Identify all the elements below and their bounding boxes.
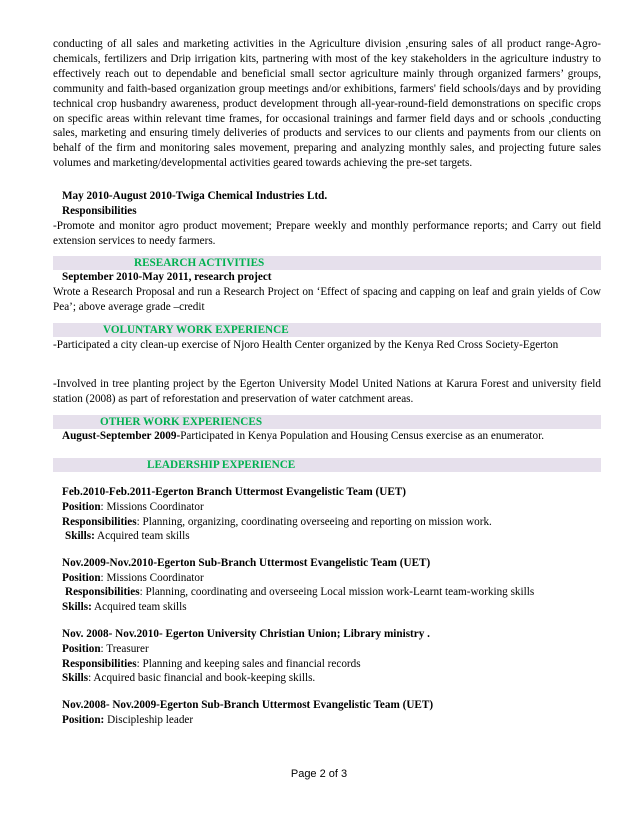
leadership-responsibilities: Responsibilities: Planning, coordinating and overseeing Local mission work-Learnt team-working skills xyxy=(65,586,535,598)
leadership-entry-title: Feb.2010-Feb.2011-Egerton Branch Uttermost Evangelistic Team (UET) xyxy=(62,486,406,498)
other-work-date: August-September 2009- xyxy=(62,430,181,442)
leadership-position: Position: Missions Coordinator xyxy=(62,501,204,513)
other-work-heading: OTHER WORK EXPERIENCES xyxy=(100,416,263,428)
leadership-entry-title: Nov.2009-Nov.2010-Egerton Sub-Branch Uttermost Evangelistic Team (UET) xyxy=(62,557,431,569)
research-heading: RESEARCH ACTIVITIES xyxy=(134,257,265,269)
twiga-title: May 2010-August 2010-Twiga Chemical Industries Ltd. xyxy=(62,190,328,202)
leadership-skills: Skills: Acquired team skills xyxy=(65,530,190,542)
voluntary-item-1: -Participated a city clean-up exercise of Njoro Health Center organized by the Kenya Red Cross Society-Egerton xyxy=(53,339,559,351)
leadership-entry-title: Nov. 2008- Nov.2010- Egerton University Christian Union; Library ministry . xyxy=(62,628,430,640)
twiga-text: -Promote and monitor agro product movement; Prepare weekly and monthly performance reports; and Carry out field extension services to needy farmers. xyxy=(53,220,601,247)
leadership-position: Position: Missions Coordinator xyxy=(62,572,204,584)
leadership-position: Position: Treasurer xyxy=(62,643,149,655)
intro-paragraph: conducting of all sales and marketing activities in the Agriculture division ,ensuring sales of all product range-Agro-chemicals, fertilizers and Drip irrigation kits, partnering with most of the key stakeholders in the agriculture industry to effectively reach out to dependable and beneficial small sector agriculture mainly through organized farmers’ groups, community and faith-based organization group meetings and/or exhibitions, farmers' field schools/days and by providing technical crop husbandry awareness, product development through all-year-round-field demonstrations on specific crops on specific areas within relevant time frames, for occasional trainings and farmer field days and or schools ,conducting sales, marketing and ensuring timely deliveries of products and services to our clients and payments from our clients on behalf of the firm and monitoring sales movement, preparing and analyzing monthly sales, and projecting future sales volumes and marketing/developmental activities geared towards achieving the pre-set targets. xyxy=(53,38,601,170)
leadership-entry-title: Nov.2008- Nov.2009-Egerton Sub-Branch Uttermost Evangelistic Team (UET) xyxy=(62,699,434,711)
other-work-description: Participated in Kenya Population and Housing Census exercise as an enumerator. xyxy=(180,430,545,442)
twiga-resp-label: Responsibilities xyxy=(62,205,137,217)
research-text: Wrote a Research Proposal and run a Research Project on ‘Effect of spacing and capping on leaf and grain yields of Cow Pea’; above average grade –credit xyxy=(53,286,601,313)
leadership-responsibilities: Responsibilities: Planning, organizing, coordinating overseeing and reporting on mission work. xyxy=(62,516,492,528)
leadership-position: Position: Discipleship leader xyxy=(62,714,194,726)
leadership-band xyxy=(53,458,601,472)
other-work-text xyxy=(62,429,601,444)
voluntary-heading: VOLUNTARY WORK EXPERIENCE xyxy=(103,324,289,336)
research-title: September 2010-May 2011, research project xyxy=(62,271,272,283)
page-number-footer: Page 2 of 3 xyxy=(290,768,348,780)
leadership-skills: Skills: Acquired team skills xyxy=(62,601,187,613)
leadership-responsibilities: Responsibilities: Planning and keeping sales and financial records xyxy=(62,658,361,670)
leadership-skills: Skills: Acquired basic financial and book-keeping skills. xyxy=(62,672,316,684)
leadership-heading: LEADERSHIP EXPERIENCE xyxy=(147,459,296,471)
voluntary-item-2: -Involved in tree planting project by the Egerton University Model United Nations at Karura Forest and university field station (2008) as part of reforestation and preservation of water catchment areas. xyxy=(53,378,601,405)
